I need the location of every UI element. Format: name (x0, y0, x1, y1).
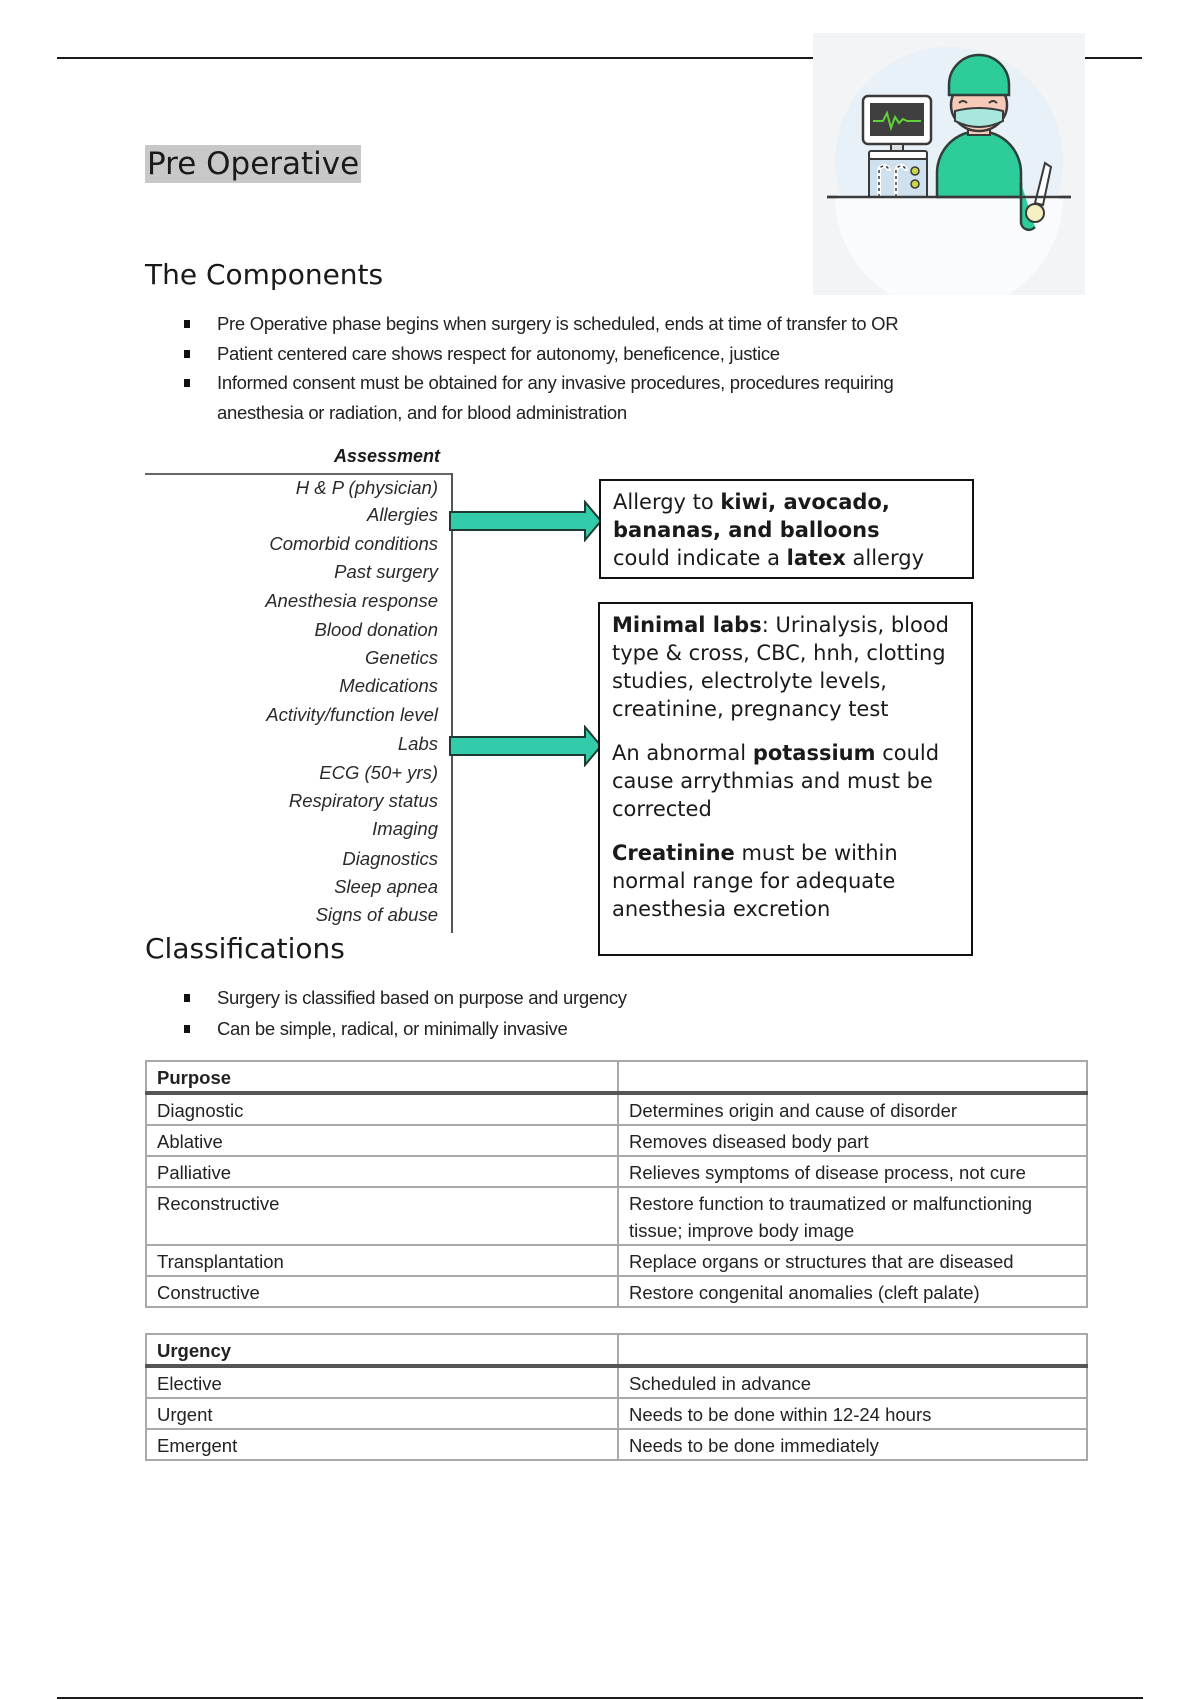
assessment-item: Sleep apnea (334, 876, 438, 897)
classifications-heading: Classifications (145, 932, 345, 965)
assessment-item: Genetics (364, 647, 438, 668)
bullet-icon (184, 994, 190, 1002)
footer-rule (57, 1697, 1143, 1699)
assessment-item: Comorbid conditions (269, 533, 438, 554)
bullet-icon (184, 320, 190, 328)
table-row: Reconstructive Restore function to traumatized or malfunctioning tissue; improve body image (146, 1187, 1087, 1245)
assessment-heading: Assessment (333, 446, 440, 466)
components-heading: The Components (145, 258, 384, 291)
surgeon-illustration (813, 33, 1085, 295)
urgency-table (145, 1333, 1088, 1461)
header-rule-right (1085, 57, 1142, 59)
bullet-icon (184, 1025, 190, 1033)
table-row: Emergent Needs to be done immediately (146, 1429, 1087, 1460)
table-row: Transplantation Replace organs or structures that are diseased (146, 1245, 1087, 1276)
assessment-item: Signs of abuse (315, 904, 438, 925)
table-row: Urgent Needs to be done within 12-24 hours (146, 1398, 1087, 1429)
table-header-row (146, 1061, 1087, 1093)
assessment-item: Past surgery (334, 561, 438, 582)
table-header-row (146, 1334, 1087, 1366)
table-row: Ablative Removes diseased body part (146, 1125, 1087, 1156)
arrow-right-icon (449, 500, 604, 542)
table-row: Elective Scheduled in advance (146, 1366, 1087, 1398)
page-title: Pre Operative (147, 146, 360, 182)
purpose-table (145, 1060, 1088, 1308)
header-rule-left (57, 57, 813, 59)
assessment-item: Blood donation (314, 619, 438, 640)
bullet-icon (184, 379, 190, 387)
table-header-cell (618, 1061, 1087, 1093)
table-row: Diagnostic Determines origin and cause of disorder (146, 1093, 1087, 1125)
bullet-icon (184, 350, 190, 358)
table-row: Palliative Relieves symptoms of disease process, not cure (146, 1156, 1087, 1187)
table-header-cell: Urgency (146, 1334, 618, 1366)
assessment-item: ECG (50+ yrs) (319, 762, 438, 783)
assessment-item: Medications (339, 675, 438, 696)
table-header-cell: Purpose (146, 1061, 618, 1093)
surgeon-icon (813, 33, 1085, 295)
assessment-item: Anesthesia response (265, 590, 438, 611)
table-row: Constructive Restore congenital anomalies (cleft palate) (146, 1276, 1087, 1307)
assessment-item: H & P (physician) (295, 477, 438, 498)
assessment-item: Respiratory status (288, 790, 438, 811)
assessment-item: Activity/function level (266, 704, 438, 725)
latex-allergy-callout: Allergy to kiwi, avocado, bananas, and balloons could indicate a latex allergy (599, 479, 974, 579)
table-header-cell (618, 1334, 1087, 1366)
assessment-item: Allergies (367, 504, 438, 525)
labs-callout: Minimal labs: Urinalysis, blood type & cross, CBC, hnh, clotting studies, electrolyte levels, creatinine, pregnancy test An abnormal potassium could cause arrythmias and must be corrected Creatinine must be within normal range for adequate anesthesia excretion (598, 602, 973, 956)
assessment-divider (451, 473, 453, 933)
assessment-underline (145, 473, 453, 475)
assessment-item: Labs (397, 733, 438, 754)
assessment-item: Imaging (372, 818, 438, 839)
assessment-item: Diagnostics (342, 848, 438, 869)
arrow-right-icon (449, 725, 604, 767)
